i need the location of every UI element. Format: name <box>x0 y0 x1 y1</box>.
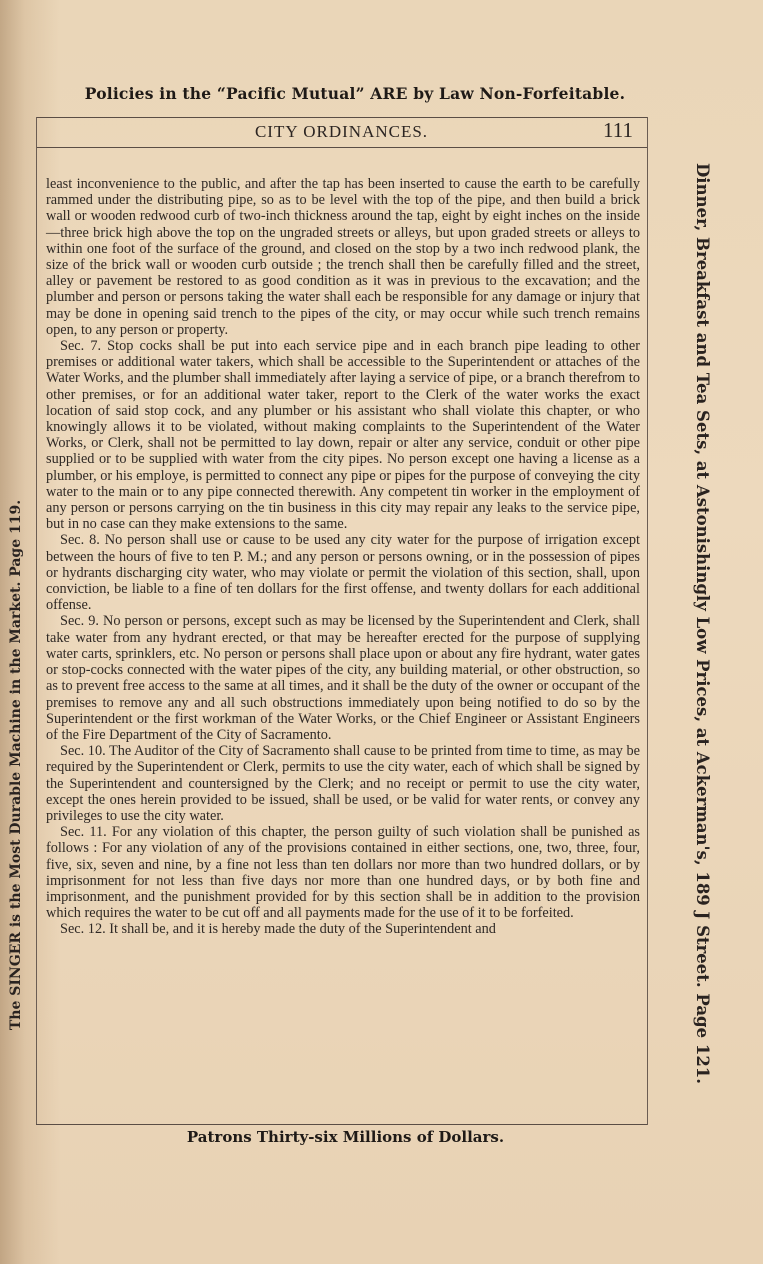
page-header <box>36 118 647 148</box>
running-head: CITY ORDINANCES. <box>254 122 429 141</box>
section-8: Sec. 8. No person shall use or cause to be used any city water for the purpose of irrigation except between the hours of five to ten P. M.; and any person or persons owning, or in the possession of pipes or hydrants discharging city water, who may violate or permit the violation of this section, shall, upon conviction, be liable to a fine of ten dollars for the first offense, and twenty dollars for each additional offense. <box>46 532 640 614</box>
section-12: Sec. 12. It shall be, and it is hereby made the duty of the Superintendent and <box>60 921 496 938</box>
footer-rule <box>36 1124 647 1125</box>
left-margin-advertisement: The SINGER is the Most Durable Machine in the Market. Page 119. <box>8 499 24 1031</box>
header-bottom-rule <box>36 147 647 148</box>
paragraph-continuation: least inconvenience to the public, and after the tap has been inserted to cause the earth to be carefully rammed under the distributing pipe, so as to be level with the top of the pipe, and then build a brick wall or wooden redwood curb of two-inch thickness around the tap, eight by eight inches on the inside—three brick high above the top on the ungraded streets or alleys, but upon graded streets or alleys to within one foot of the surface of the ground, and closed on the stop by a two inch redwood plank, the size of the brick wall or wooden curb outside ; the trench shall then be carefully filled and the street, alley or pavement be restored to as good condition as it was in previous to the excavation; and the plumber and person or persons taking the water shall each be responsible for any damage or injury that may be done in opening said trench to the pipes of the city, or may occur while such trench remains open, to any person or property. <box>46 176 640 338</box>
right-frame-line <box>647 117 648 1125</box>
section-10: Sec. 10. The Auditor of the City of Sacramento shall cause to be printed from time to time, as may be required by the Superintendent or Clerk, permits to use the city water, each of which shall be signed by the Superintendent and countersigned by the Clerk; and no receipt or permit to use the city water, except the ones herein provided to be issued, shall be used, or be valid for water rents, or convey any privileges to use the city water. <box>46 743 640 824</box>
left-frame-line <box>36 117 37 1125</box>
page-number: 111 <box>603 118 633 142</box>
top-advertisement: Policies in the “Pacific Mutual” ARE by Law Non-Forfeitable. <box>84 84 626 103</box>
right-margin-advertisement: Dinner, Breakfast and Tea Sets, at Astonishingly Low Prices, at Ackerman's, 189 J Street. Page 121. <box>693 163 712 1085</box>
section-11: Sec. 11. For any violation of this chapter, the person guilty of such violation shall be punished as follows : For any violation of any of the provisions contained in either sections, one, two, three, four, five, six, seven and nine, by a fine not less than ten dollars nor more than two hundred dollars, or by imprisonment for not less than five days nor more than one hundred days, or by both fine and imprisonment, and the punishment provided for by this section shall be in addition to the provision which requires the water to be cut off and all payments made for the use of it to be forfeited. <box>46 824 640 922</box>
section-9: Sec. 9. No person or persons, except such as may be licensed by the Superintendent and Clerk, shall take water from any hydrant erected, or that may be hereafter erected for the purpose of supplying water carts, sprinklers, etc. No person or persons shall place upon or about any fire hydrant, water gates or stop-cocks connected with the water pipes of the city, any building material, or other obstruction, so as to prevent free access to the same at all times, and it shall be the duty of the owner or occupant of the premises to remove any and all such obstructions immediately upon being notified to do so by the Superintendent or the first workman of the Water Works, or the Chief Engineer or Assistant Engineers of the Fire Department of the City of Sacramento. <box>46 613 640 743</box>
ordinance-text <box>46 176 640 938</box>
section-7: Sec. 7. Stop cocks shall be put into each service pipe and in each branch pipe leading to other premises or additional water takers, which shall be accessible to the Superintendent or attaches of the Water Works, and the plumber shall immediately after laying a service of pipe, or a branch therefrom to other premises, or for an additional water taker, report to the Clerk of the water works the exact location of said stop cock, and any plumber or his assistant who shall violate this chapter, or who knowingly allows it to be violated, without making complaints to the Superintendent of the Water Works, or Clerk, shall not be permitted to lay down, repair or alter any service, conduit or other pipe supplied or to be supplied with water from the city pipes. No person except one having a license as a plumber, or his employe, is permitted to connect any pipe or pipes for the purpose of conveying the city water to the main or to any pipe connected therewith. Any competent tin worker in the employment of any person or persons carrying on the tin business in this city may repair any leaks to the service pipe, but in no case can they make extensions to the same. <box>46 338 640 533</box>
bottom-advertisement: Patrons Thirty-six Millions of Dollars. <box>186 1128 505 1146</box>
